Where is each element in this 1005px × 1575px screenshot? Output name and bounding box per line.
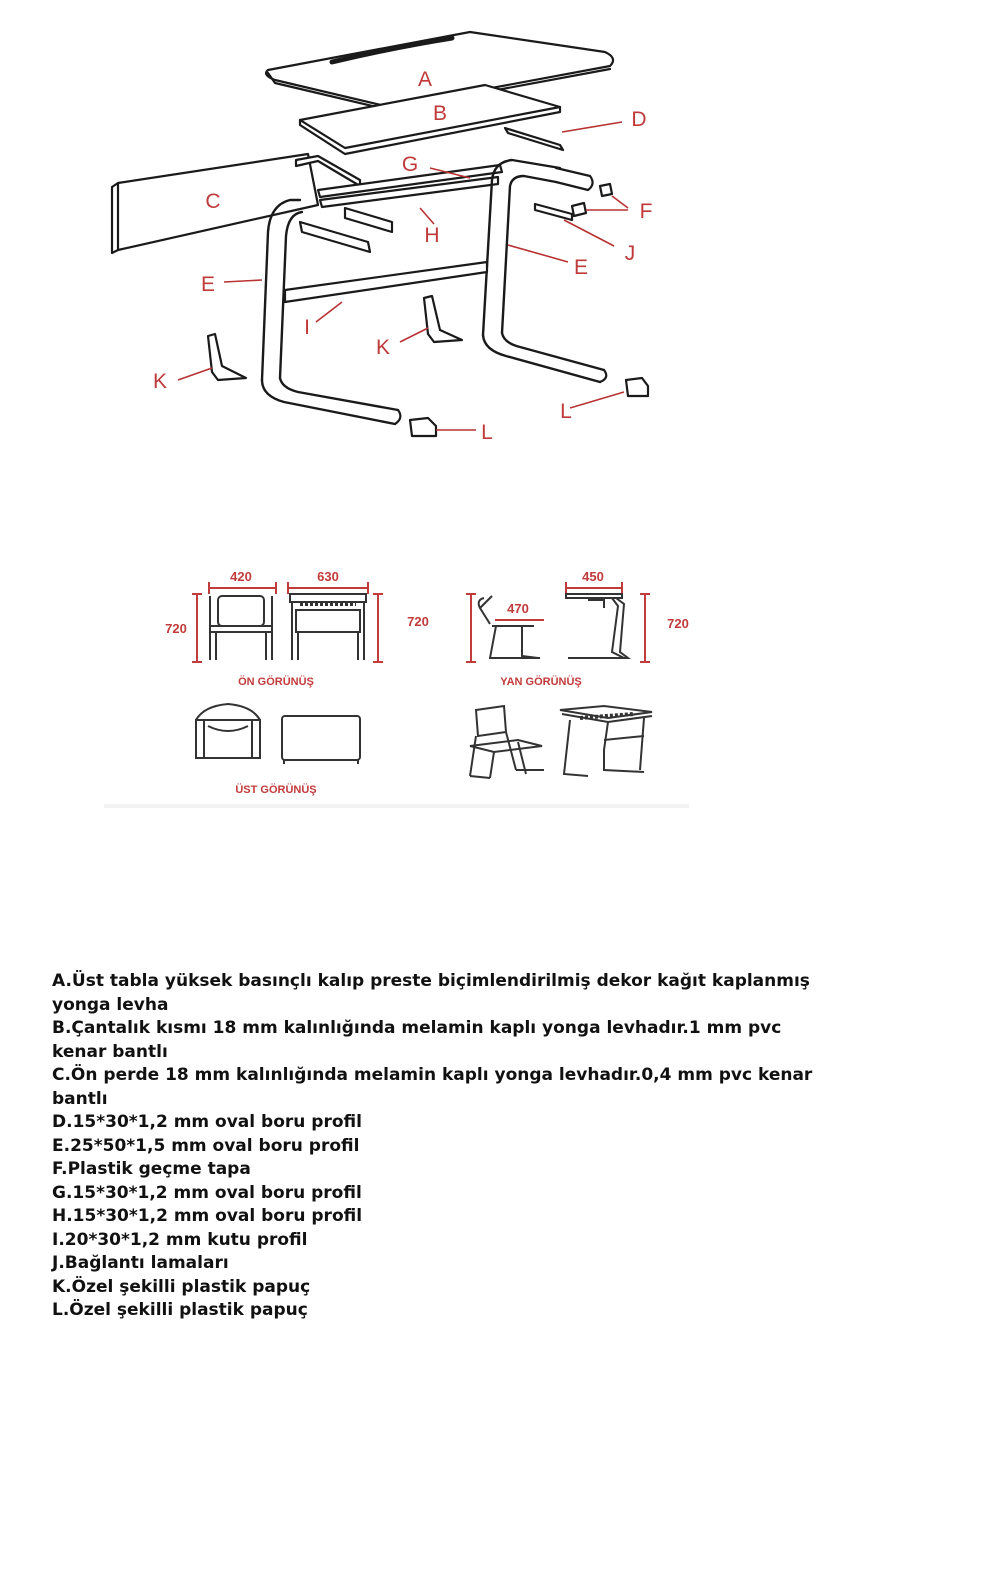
spec-item-l: L.Özel şekilli plastik papuç [52, 1300, 308, 1320]
label-f: F [639, 200, 653, 223]
label-b: B [432, 102, 448, 125]
label-c: C [205, 190, 221, 213]
spec-item-h: H.15*30*1,2 mm oval boru profil [52, 1206, 363, 1226]
label-h: H [424, 224, 440, 247]
part-i-cross-bar [285, 262, 487, 302]
label-k-mid: K [375, 336, 391, 359]
part-l-cap-right [626, 378, 648, 396]
part-l-cap-mid [410, 418, 436, 436]
spec-item-j: J.Bağlantı lamaları [52, 1253, 229, 1273]
label-d: D [631, 108, 647, 131]
part-k-foot-mid [424, 296, 462, 342]
side-view-title: YAN GÖRÜNÜŞ [500, 676, 582, 688]
spec-item-k: K.Özel şekilli plastik papuç [52, 1276, 311, 1297]
spec-item-a: A.Üst tabla yüksek basınçlı kalıp preste biçimlendirilmiş dekor kağıt kaplanmış yonga levha [52, 971, 810, 1015]
label-e-right: E [573, 256, 589, 279]
dim-chair-side-depth: 470 [507, 601, 529, 616]
dimension-views [104, 560, 689, 810]
label-e-left: E [200, 273, 216, 296]
dim-desk-side-height: 720 [667, 616, 689, 631]
dim-chair-front-height: 720 [165, 621, 187, 636]
spec-item-f: F.Plastik geçme tapa [52, 1159, 251, 1179]
label-l-mid: L [481, 421, 493, 444]
front-view-title: ÖN GÖRÜNÜŞ [238, 676, 314, 688]
spec-item-d: D.15*30*1,2 mm oval boru profil [52, 1112, 362, 1132]
part-k-foot-left [208, 334, 246, 380]
part-d-side-rail [505, 128, 563, 150]
parts-specification-list [52, 970, 832, 1323]
label-k-left: K [152, 370, 168, 393]
dim-chair-front-width: 420 [230, 569, 252, 584]
exploded-desk-diagram [0, 0, 1005, 470]
part-f-plastic-caps [572, 184, 612, 216]
dim-desk-front-height: 720 [407, 614, 429, 629]
label-g: G [401, 153, 419, 176]
label-l-right: L [560, 400, 572, 423]
label-i: I [304, 316, 310, 339]
top-view-title: ÜST GÖRÜNÜŞ [235, 784, 317, 796]
spec-item-c: C.Ön perde 18 mm kalınlığında melamin kaplı yonga levhadır.0,4 mm pvc kenar bantlı [52, 1065, 813, 1109]
label-j: J [624, 242, 636, 265]
spec-item-b: B.Çantalık kısmı 18 mm kalınlığında melamin kaplı yonga levhadır.1 mm pvc kenar bantlı [52, 1018, 782, 1062]
spec-item-g: G.15*30*1,2 mm oval boru profil [52, 1182, 362, 1203]
dim-desk-front-width: 630 [317, 569, 339, 584]
spec-item-e: E.25*50*1,5 mm oval boru profil [52, 1135, 360, 1156]
dim-desk-side-depth: 450 [582, 569, 604, 584]
spec-item-i: I.20*30*1,2 mm kutu profil [52, 1229, 308, 1250]
label-a: A [417, 68, 433, 91]
